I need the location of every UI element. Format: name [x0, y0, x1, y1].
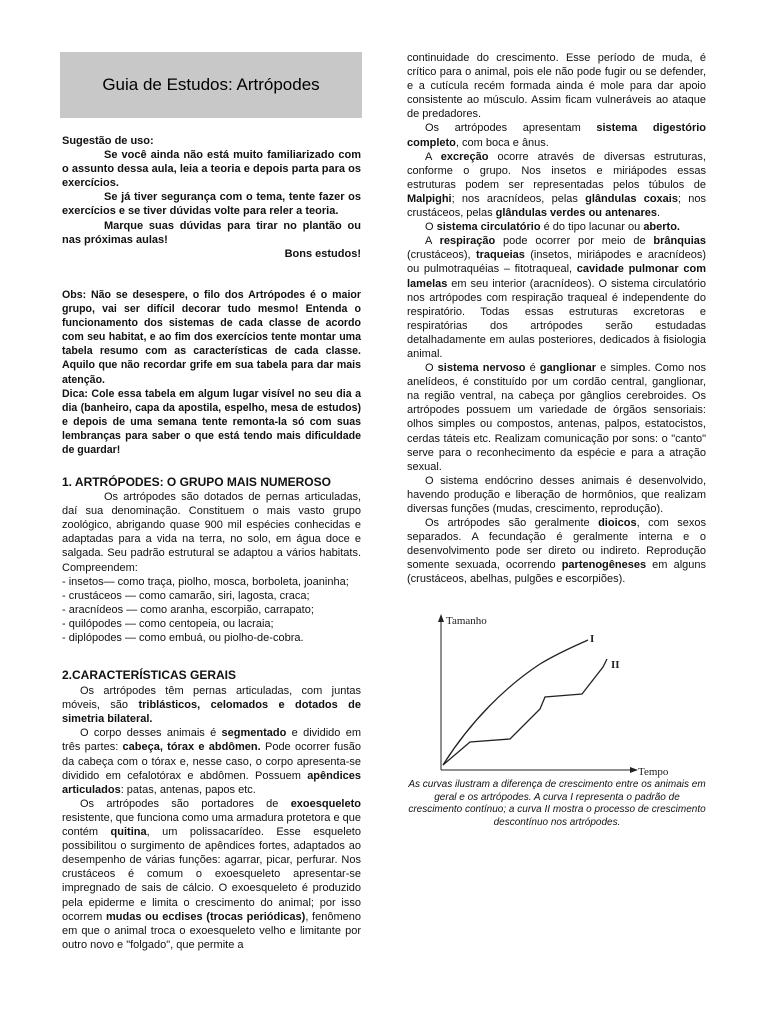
- right-text: [407, 51, 706, 587]
- section-2-paragraph-1: [62, 684, 361, 726]
- bold-term: apêndices articulados: [62, 769, 361, 796]
- bold-term: glândulas verdes ou antenares: [495, 207, 658, 220]
- tip-paragraph: Dica: Cole essa tabela em algum lugar visível no seu dia a dia (banheiro, capa da apostila, espelho, mesa de estudos) e depois de uma semana tente remonta-la só com suas lembranças para saber o que está tendo mais dificuldade de guardar!: [62, 387, 361, 457]
- text-run: Pode ocorrer fusão da cabeça com o tórax e, nesse caso, o corpo apresenta-se dividido em cefalotórax e abdômen. Possuem: [62, 741, 361, 782]
- text-run: , fenômeno em que o animal troca o exoesqueleto velho e limitante por outro novo e "folgado", que permite a: [62, 910, 361, 951]
- text-run: Os artrópodes são geralmente: [425, 517, 599, 530]
- bold-term: brânquias: [653, 235, 706, 248]
- respiration-paragraph: [407, 234, 706, 361]
- endocrine-paragraph: O sistema endócrino desses animais é desenvolvido, havendo produção e liberação de hormônios, que realizam diversas funções (mudas, crescimento, reprodução).: [407, 474, 706, 515]
- bold-term: glândulas coxais: [585, 192, 678, 205]
- bold-term: segmentado: [221, 727, 287, 740]
- usage-paragraph-2: Se já tiver segurança com o tema, tente fazer os exercícios e se tiver dúvidas volte para reler a teoria.: [62, 191, 361, 218]
- group-list: [62, 575, 361, 645]
- usage-paragraph-3: Marque suas dúvidas para tirar no plantão ou nas próximas aulas!: [62, 219, 361, 246]
- section-1: [62, 475, 361, 645]
- excretion-paragraph: [407, 150, 706, 220]
- text-run: ocorre através de diversas estruturas, conforme o grupo. Nos insetos e miriápodes essas estruturas podem ser representadas pelos túbulos de: [407, 150, 706, 191]
- text-run: : patas, antenas, papos etc.: [120, 783, 256, 796]
- text-run: e dividido em três partes:: [62, 727, 361, 754]
- text-run: (crustáceos),: [407, 249, 476, 262]
- section-2-paragraph-2: [62, 726, 361, 796]
- text-run: ; nos aracnídeos, pelas: [451, 192, 586, 205]
- text-run: e simples. Como nos anelídeos, é constituído por um cordão central, ganglionar, na região ventral, na cabeça por gânglios cerebroides. Os artrópodes possuem um variedade de órgãos sensoriais: olhos simples ou compostos, antenas, palpos, estatocistos, cerdas táteis etc. Realizam comunicação por sons: o "canto" serve para o reconhecimento da espécie e para a atração sexual.: [407, 362, 706, 473]
- bold-term: exoesqueleto: [290, 797, 361, 810]
- text-run: A: [425, 235, 440, 248]
- nervous-paragraph: [407, 361, 706, 474]
- bold-term: excreção: [440, 150, 489, 163]
- text-run: é do tipo lacunar ou: [540, 221, 644, 234]
- bold-term: sistema nervoso: [437, 362, 526, 375]
- group-list-item: - insetos— como traça, piolho, mosca, borboleta, joaninha;: [62, 575, 349, 588]
- reproduction-paragraph: [407, 516, 706, 586]
- growth-curve-figure: [410, 612, 710, 782]
- bold-term: traqueias: [475, 249, 525, 262]
- text-run: O corpo desses animais é: [80, 727, 222, 740]
- section-2-heading: 2.CARACTERÍSTICAS GERAIS: [62, 668, 237, 682]
- text-run: (insetos, miriápodes e aracnídeos) ou pulmotraquéias – fitotraqueal,: [407, 249, 706, 276]
- figure-caption: As curvas ilustram a diferença de crescimento entre os animais em geral e os artrópodes. A curva I representa o padrão de crescimento contínuo; a curva II mostra o processo de crescimento descontínuo nos artrópodes.: [408, 779, 706, 828]
- section-2-paragraph-3: [62, 797, 361, 952]
- obs-block: [62, 288, 361, 457]
- bold-term: quitina: [110, 826, 147, 839]
- text-run: .: [657, 207, 661, 220]
- text-run: O: [425, 221, 437, 234]
- x-axis-label: Tempo: [638, 766, 669, 778]
- text-run: em seu interior (aracnídeos). O sistema circulatório nos artrópodes com respiração traqueal é independente do respiratório. Todas essas estruturas excretoras e respiratórias dos artrópodes serão estudadas detalhadamente em aulas posteriores, dedicados à fisiologia animal.: [407, 277, 706, 360]
- text-run: resistente, que funciona como uma armadura protetora e que contém: [62, 811, 362, 839]
- text-run: O: [425, 362, 438, 375]
- text-run: Os artrópodes são portadores de: [80, 797, 291, 810]
- text-run: , com boca e ânus.: [455, 136, 549, 149]
- group-list-item: - crustáceos — como camarão, siri, lagosta, craca;: [62, 589, 310, 602]
- x-axis-arrow-icon: [630, 767, 638, 773]
- bold-term: sistema digestório completo: [407, 122, 706, 149]
- text-run: é: [525, 362, 540, 375]
- usage-paragraph-1: Se você ainda não está muito familiarizado com o assunto dessa aula, leia a teoria e depois parta para os exercícios.: [62, 149, 361, 190]
- text-run: pode ocorrer por meio de: [495, 235, 654, 248]
- bold-term: cabeça, tórax e abdômen.: [122, 741, 261, 754]
- text-run: , com sexos separados. A fecundação é geralmente interna e o desenvolvimento pode ser direto ou indireto. Reprodução somente sexuada, ocorrendo: [407, 517, 706, 572]
- usage-block: [62, 134, 361, 261]
- text-run: A: [425, 150, 441, 163]
- bold-term: cavidade pulmonar com lamelas: [407, 263, 706, 290]
- group-list-item: - aracnídeos — como aranha, escorpião, carrapato;: [62, 603, 314, 616]
- obs-paragraph: Obs: Não se desespere, o filo dos Artrópodes é o maior grupo, vai ser difícil decorar tudo mesmo! Entenda o funcionamento dos sistemas de cada classe de acordo com seu habitat, e ao fim dos exercícios tente montar uma tabela resumo com as características de cada classe. Aquilo que não recordar grife em sua tabela para dar mais atenção.: [62, 289, 361, 386]
- title-box: [60, 52, 362, 118]
- bold-term: mudas ou ecdises (trocas periódicas): [106, 910, 306, 923]
- text-run: ; nos crustáceos, pelas: [407, 192, 706, 220]
- section-2: [62, 668, 361, 952]
- digestive-paragraph: [407, 121, 706, 149]
- bold-term: aberto.: [643, 221, 680, 234]
- section-1-intro: Os artrópodes são dotados de pernas articuladas, daí sua denominação. Constituem o mais vasto grupo zoológico, abrigando quase 900 mil espécies conhecidas e adaptadas para a vida na terra, no solo, em água doce e salgada. Seu padrão estrutural se adaptou a vários habitats. Compreendem:: [62, 491, 361, 574]
- bold-term: partenogêneses: [561, 559, 647, 572]
- text-run: , um polissacarídeo. Esse esqueleto possibilitou o surgimento de apêndices fortes, adaptados ao desempenho de várias funções: agarrar, picar, perfurar. Nos crustáceos é comum o exoesqueleto apresentar-se impregnado de sais de cálcio. O exoesqueleto é produzido pela epiderme e limita o crescimento do animal; por isso ocorrem: [62, 826, 361, 923]
- bold-term: dioicos: [598, 517, 637, 530]
- group-list-item: - diplópodes — como embuá, ou piolho-de-cobra.: [62, 632, 304, 645]
- bold-term: ganglionar: [539, 362, 597, 375]
- page-title: Guia de Estudos: Artrópodes: [102, 74, 320, 94]
- bold-term: respiração: [439, 235, 496, 248]
- text-run: Os artrópodes têm pernas articuladas, com juntas móveis, são: [62, 685, 361, 712]
- bold-term: Malpighi: [407, 192, 452, 205]
- group-list-item: - quilópodes — como centopeia, ou lacraia;: [62, 617, 274, 630]
- y-axis-label: Tamanho: [446, 615, 487, 627]
- circulatory-paragraph: [407, 220, 706, 234]
- section-1-heading: 1. ARTRÓPODES: O GRUPO MAIS NUMEROSO: [62, 475, 331, 489]
- text-run: em alguns (crustáceos, abelhas, pulgões e escorpiões).: [407, 559, 706, 586]
- usage-heading: Sugestão de uso:: [62, 135, 154, 147]
- bold-term: triblásticos, celomados e dotados de simetria bilateral.: [62, 699, 361, 726]
- y-axis-arrow-icon: [438, 614, 444, 622]
- text-run: Os artrópodes apresentam: [425, 122, 597, 135]
- curve-2-label: II: [611, 659, 620, 671]
- molting-paragraph: continuidade do crescimento. Esse período de muda, é crítico para o animal, pois ele não pode fugir ou se defender, e a cutícula recém formada ainda é mole para dar apoio consistente ao músculo. Assim ficam vulneráveis ao ataque de predadores.: [407, 52, 706, 121]
- curve-1-label: I: [590, 633, 595, 645]
- bold-term: sistema circulatório: [436, 221, 541, 234]
- usage-sign-off: Bons estudos!: [284, 247, 361, 260]
